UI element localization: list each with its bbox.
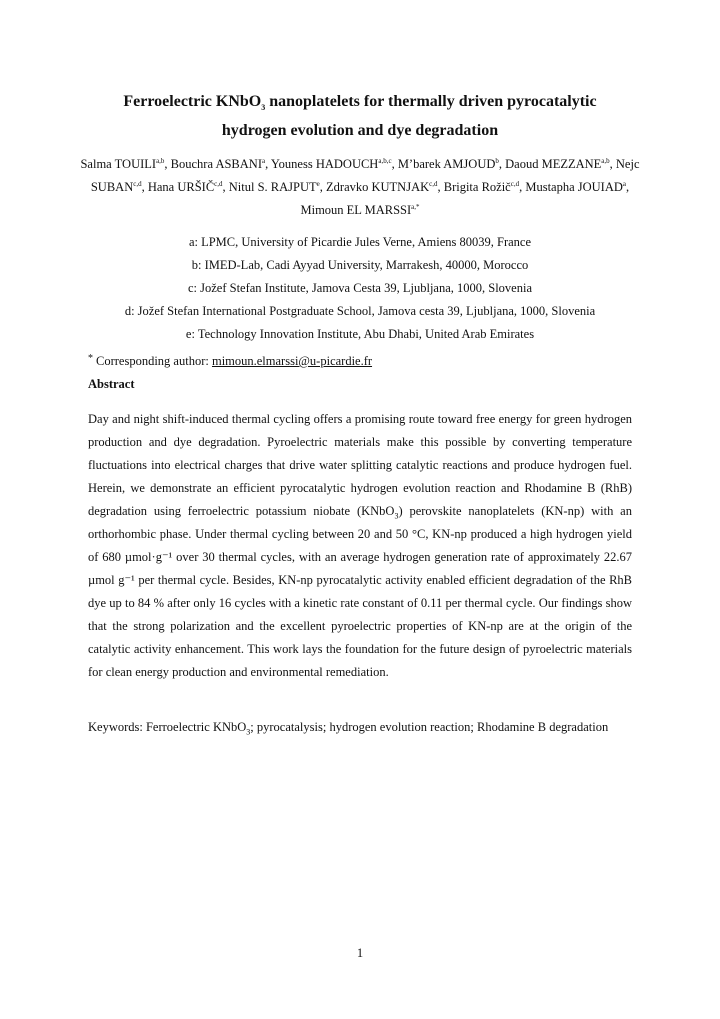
author-name: Mustapha JOUIAD [525, 180, 623, 194]
author-affiliation-marker: b [495, 156, 499, 165]
title-subscript: 3 [261, 103, 266, 113]
author-affiliation-marker: c,d [133, 179, 142, 188]
author [271, 157, 392, 171]
abstract-subscript: 3 [394, 511, 399, 521]
corresponding-label: Corresponding author: [96, 354, 212, 368]
affiliation-c: c: Jožef Stefan Institute, Jamova Cesta 39, Ljubljana, 1000, Slovenia [187, 281, 533, 295]
author-affiliation-marker: c,d [429, 179, 438, 188]
author [326, 180, 437, 194]
title-text-a: Ferroelectric KNbO [123, 93, 262, 110]
author-name: Bouchra ASBANI [170, 157, 262, 171]
author-name: Zdravko KUTNJAK [326, 180, 430, 194]
keywords-part2: ; pyrocatalysis; hydrogen evolution reaction; Rhodamine B degradation [250, 720, 609, 734]
corresponding-email-link[interactable]: mimoun.elmarssi@u-picardie.fr [211, 354, 373, 368]
author-name: Nitul S. RAJPUT [228, 180, 317, 194]
author-affiliation-marker: a,b [601, 156, 610, 165]
abstract-body [88, 408, 632, 684]
keywords [88, 716, 632, 739]
author [444, 180, 519, 194]
abstract-text-part2: ) perovskite nanoplatelets (KN-np) with an orthorhombic phase. Under thermal cycling between 20 and 50 °C, KN-np produced a high hydrogen yield of 680 µmol·g⁻¹ over 30 thermal cycles, with an average hydrogen generation rate of approximately 22.67 µmol g⁻¹ per thermal cycle. Besides, KN-np pyrocatalytic activity enabled efficient degradation of the RhB dye up to 84 % after only 16 cycles with a kinetic rate constant of 0.11 per thermal cycle. Our findings show that the strong polarization and the excellent pyroelectric properties of KN-np are at the origin of the catalytic activity enhancement. This work lays the foundation for the future design of pyroelectric materials for clean energy production and environmental remediation. [88, 504, 632, 679]
author-affiliation-marker: a [622, 179, 627, 188]
paper-title [60, 87, 660, 145]
author-name: Mimoun EL MARSSI [300, 203, 412, 217]
author-name: Hana URŠIČ [147, 180, 215, 194]
affiliation-b: b: IMED-Lab, Cadi Ayyad University, Marrakesh, 40000, Morocco [191, 258, 529, 272]
author-affiliation-marker: c,d [510, 179, 520, 188]
affiliation-e: e: Technology Innovation Institute, Abu Dhabi, United Arab Emirates [185, 327, 535, 341]
author-name: Brigita Rožič [443, 180, 511, 194]
author [148, 180, 223, 194]
title-text-b: nanoplatelets for thermally driven pyrocatalytic [265, 93, 597, 110]
author-affiliation-marker: a [262, 156, 266, 165]
title-line2: hydrogen evolution and dye degradation [221, 122, 499, 139]
corresponding-marker: * [88, 353, 93, 364]
author-list: Salma TOUILI$^{a,b}$, Bouchra ASBANI$^a$, Youness HADOUCH$^{a,b,c}$, M’barek AMJOUD$^b$, Daoud MEZZANE$^{a,b}$, Nejc SUBAN$^{c,d}$, Hana URŠIČ$^{c,d}$, Nitul S. RAJPUT$^e$, Zdravko KUTNJAK$^{c,d}$, Brigita Rožič$^{c,d}$, Mustapha JOUIAD$^a$, Mimoun EL $MARSSI^{a,*}$ [80, 156, 640, 217]
abstract-heading: Abstract [88, 377, 135, 391]
keywords-subscript: 3 [246, 727, 251, 737]
author-affiliation-marker: c,d [214, 179, 223, 188]
abstract-text-part1: Day and night shift-induced thermal cycling offers a promising route toward free energy for green hydrogen production and dye degradation. Pyroelectric materials make this possible by converting temperature fluctuations into electrical charges that drive water splitting catalytic reactions and produce hydrogen fuel. Herein, we demonstrate an efficient pyrocatalytic hydrogen evolution reaction and Rhodamine B (RhB) degradation using ferroelectric potassium niobate (KNbO [88, 412, 632, 518]
author [229, 180, 320, 194]
affiliation-list [60, 231, 660, 346]
author [505, 157, 610, 171]
keywords-part1: Keywords: Ferroelectric KNbO [88, 720, 247, 734]
author-name: Salma TOUILI [80, 157, 157, 171]
page-number: 1 [356, 946, 364, 960]
affiliation-a: a: LPMC, University of Picardie Jules Verne, Amiens 80039, France [188, 235, 532, 249]
author-affiliation-marker: a,* [411, 202, 420, 211]
title-line1 [123, 93, 597, 113]
author [171, 157, 265, 171]
author-name: Daoud MEZZANE [505, 157, 602, 171]
author [300, 203, 419, 217]
affiliation-d: d: Jožef Stefan International Postgraduate School, Jamova cesta 39, Ljubljana, 1000, Slovenia [124, 304, 596, 318]
author [525, 180, 626, 194]
author-affiliation-marker: a,b,c [378, 156, 392, 165]
author [398, 157, 499, 171]
author [80, 157, 164, 171]
author-name: M’barek AMJOUD [397, 157, 496, 171]
author-affiliation-marker: e [316, 179, 320, 188]
author-affiliation-marker: a,b [156, 156, 165, 165]
author-name: Youness HADOUCH [270, 157, 379, 171]
author-name: Nejc SUBAN [90, 157, 640, 194]
corresponding-author [88, 350, 372, 370]
